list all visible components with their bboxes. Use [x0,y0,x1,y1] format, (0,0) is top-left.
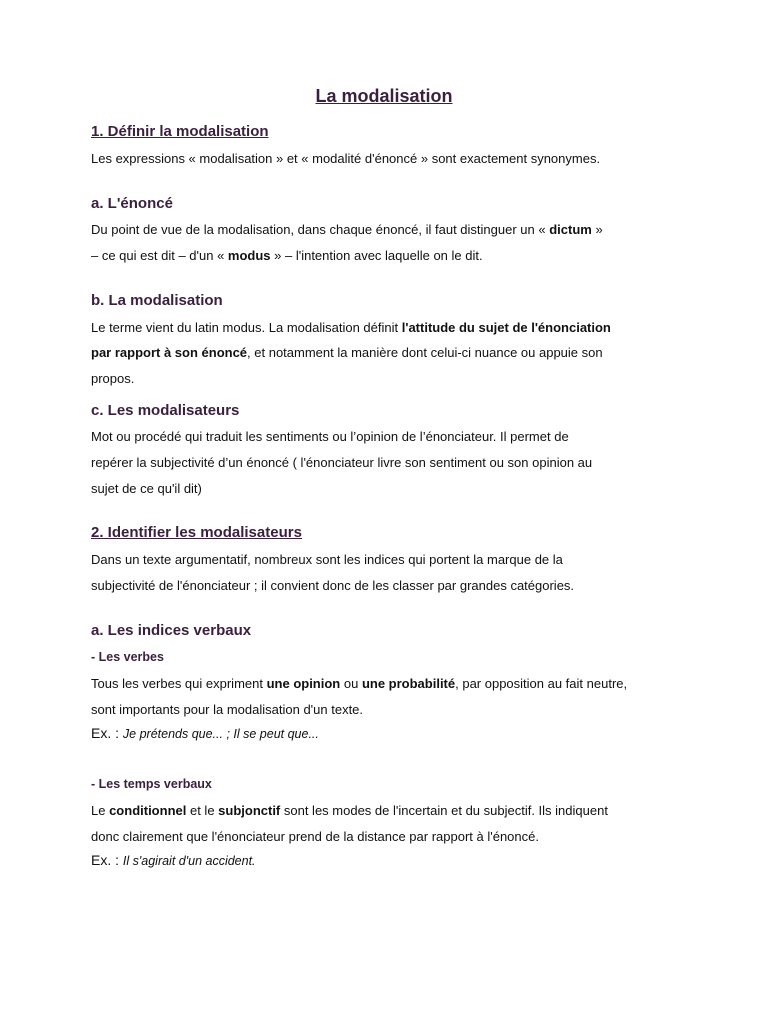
paragraph-line: Du point de vue de la modalisation, dans chaque énoncé, il faut distinguer un « dictum » [91,222,603,237]
paragraph-line: – ce qui est dit – d'un « modus » – l'intention avec laquelle on le dit. [91,248,483,263]
paragraph-line: Le terme vient du latin modus. La modalisation définit l'attitude du sujet de l'énonciation [91,320,611,335]
paragraph-line: Dans un texte argumentatif, nombreux sont les indices qui portent la marque de la [91,552,563,567]
paragraph-line: Le conditionnel et le subjonctif sont les modes de l'incertain et du subjectif. Ils indiquent [91,803,608,818]
subsection-b-heading: b. La modalisation [91,292,223,309]
subsection-indices-heading: a. Les indices verbaux [91,622,252,639]
subsection-a-heading: a. L'énoncé [91,195,173,212]
page-title: La modalisation [315,86,453,106]
section-2-heading: 2. Identifier les modalisateurs [91,524,302,541]
paragraph-line: donc clairement que l'énonciateur prend de la distance par rapport à l'énoncé. [91,829,539,844]
subsection-c-heading: c. Les modalisateurs [91,402,240,419]
example-line: Ex. : Il s'agirait d'un accident. [91,852,256,868]
paragraph-line: subjectivité de l'énonciateur ; il convient donc de les classer par grandes catégories. [91,578,575,593]
example-line: Ex. : Je prétends que... ; Il se peut que... [91,725,319,741]
verbes-heading: - Les verbes [91,650,164,664]
section-1-intro: Les expressions « modalisation » et « modalité d'énoncé » sont exactement synonymes. [91,151,601,166]
paragraph-line: sont importants pour la modalisation d'un texte. [91,702,364,717]
paragraph-line: Tous les verbes qui expriment une opinion ou une probabilité, par opposition au fait neutre, [91,676,628,691]
section-1-heading: 1. Définir la modalisation [91,123,269,140]
temps-heading: - Les temps verbaux [91,777,212,791]
paragraph-line: Mot ou procédé qui traduit les sentiments ou l’opinion de l’énonciateur. Il permet de [91,429,569,444]
paragraph-line: par rapport à son énoncé, et notamment la manière dont celui-ci nuance ou appuie son [91,345,603,360]
paragraph-line: repérer la subjectivité d’un énoncé ( l'énonciateur livre son sentiment ou son opinion au [91,455,593,470]
paragraph-line: propos. [91,371,135,386]
paragraph-line: sujet de ce qu'il dit) [91,481,202,496]
